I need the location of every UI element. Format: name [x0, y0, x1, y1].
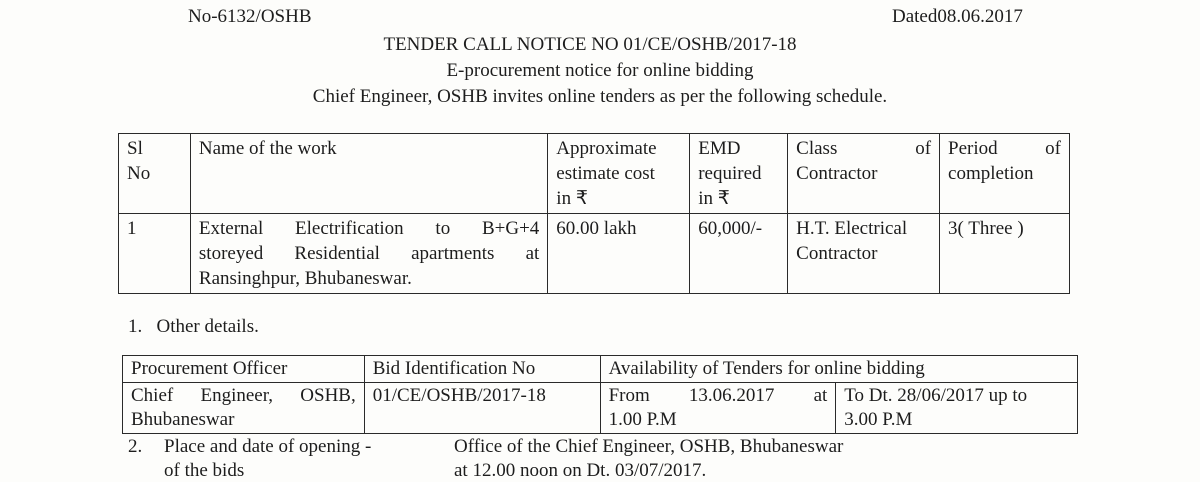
notice-invitation: Chief Engineer, OSHB invites online tenders as per the following schedule. — [312, 86, 888, 107]
works-table — [118, 133, 1070, 294]
row-work-name: External Electrification to B+G+4 storeyed Residential apartments at Ransinghpur, Bhubaneswar. — [190, 214, 547, 294]
table-row — [119, 214, 1070, 294]
header-completion-period: Period of completion — [940, 134, 1070, 214]
header-emd: EMD required in ₹ — [690, 134, 788, 214]
header-procurement-officer: Procurement Officer — [123, 356, 365, 383]
table-row — [123, 383, 1078, 434]
availability-from-cell: From 13.06.2017 at 1.00 P.M — [600, 383, 836, 434]
row-sl-no: 1 — [119, 214, 191, 294]
row-estimate-cost: 60.00 lakh — [548, 214, 690, 294]
notice-subtitle: E-procurement notice for online bidding — [446, 60, 754, 81]
row-completion-period: 3( Three ) — [940, 214, 1070, 294]
section-2-value-cont: at 12.00 noon on Dt. 03/07/2017. — [454, 460, 707, 481]
availability-to-cell: To Dt. 28/06/2017 up to 3.00 P.M — [836, 383, 1078, 434]
section-2-value: Office of the Chief Engineer, OSHB, Bhubaneswar — [454, 436, 844, 457]
header-sl-no: Sl No — [119, 134, 191, 214]
row-contractor-class: H.T. Electrical Contractor — [788, 214, 940, 294]
header-availability: Availability of Tenders for online bidding — [600, 356, 1077, 383]
notice-title: TENDER CALL NOTICE NO 01/CE/OSHB/2017-18 — [383, 34, 797, 55]
header-bid-identification: Bid Identification No — [364, 356, 600, 383]
works-table-header-row — [119, 134, 1070, 214]
officer-cell: Chief Engineer, OSHB, Bhubaneswar — [123, 383, 365, 434]
section-2-label-cont: of the bids — [164, 460, 245, 481]
reference-number: No-6132/OSHB — [188, 6, 312, 27]
section-other-details: 1. Other details. — [128, 316, 259, 337]
row-emd: 60,000/- — [690, 214, 788, 294]
section-2-label: Place and date of opening - — [164, 436, 372, 457]
bid-number-cell: 01/CE/OSHB/2017-18 — [364, 383, 600, 434]
header-work-name: Name of the work — [190, 134, 547, 214]
details-table-header-row — [123, 356, 1078, 383]
header-estimate-cost: Approximate estimate cost in ₹ — [548, 134, 690, 214]
header-contractor-class: Class of Contractor — [788, 134, 940, 214]
section-2-number: 2. — [128, 436, 143, 457]
notice-date: Dated08.06.2017 — [892, 6, 1023, 27]
details-table — [122, 355, 1078, 434]
